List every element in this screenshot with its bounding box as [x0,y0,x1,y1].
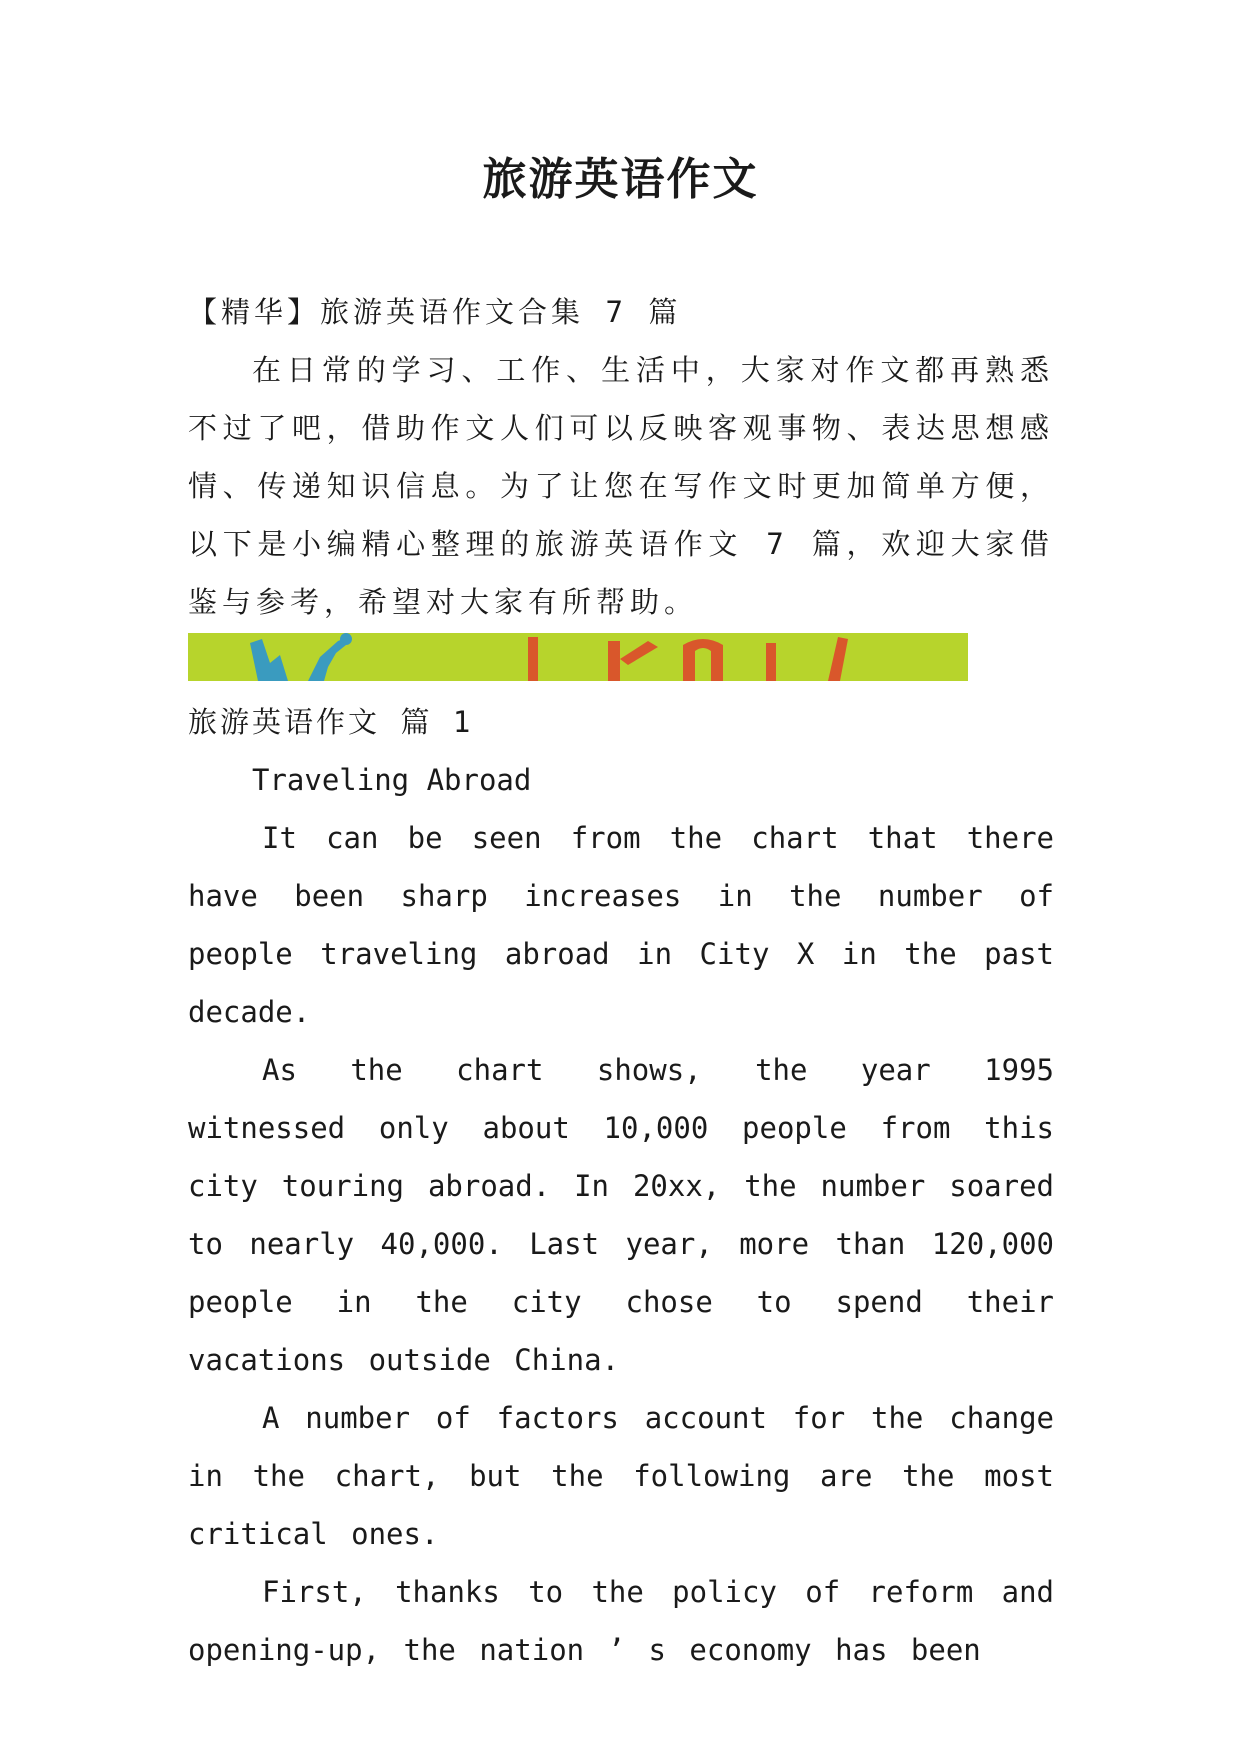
collection-subtitle: 【精华】旅游英语作文合集 7 篇 [188,295,682,329]
essay-paragraph-4: First, thanks to the policy of reform and opening-up, the nation ’ s economy has been [188,1575,1054,1667]
section-heading: 旅游英语作文 篇 1 [188,705,474,739]
intro-paragraph: 在日常的学习、工作、生活中，大家对作文都再熟悉不过了吧，借助作文人们可以反映客观事物、表达思想感情、传递知识信息。为了让您在写作文时更加简单方便，以下是小编精心整理的旅游英语作文 7 篇，欢迎大家借鉴与参考，希望对大家有所帮助。 [188,353,1054,619]
banner-image [188,633,968,681]
essay-paragraph-2: As the chart shows, the year 1995 witnessed only about 10,000 people from this city touring abroad. In 20xx, the number soared to nearly 40,000. Last year, more than 120,000 people in the city chose to spend their vacations outside China. [188,1053,1054,1377]
document-title: 旅游英语作文 [482,154,759,205]
document-body [188,283,1054,1679]
essay-title: Traveling Abroad [252,763,532,797]
banner-graphic [188,633,968,681]
letter-stroke-1 [528,637,538,681]
figure-hand [340,633,352,645]
essay-paragraph-3: A number of factors account for the change in the chart, but the following are the most critical ones. [188,1401,1054,1551]
letter-stroke-4 [766,643,776,681]
essay-paragraph-1: It can be seen from the chart that there have been sharp increases in the number of people traveling abroad in City X in the past decade. [188,821,1054,1029]
